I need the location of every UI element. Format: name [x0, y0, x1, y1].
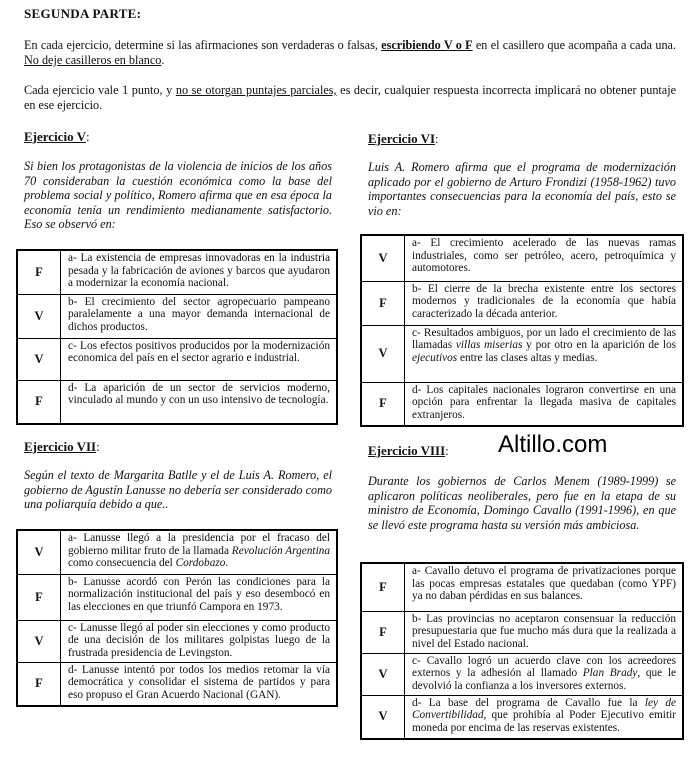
instr-text: . — [161, 53, 165, 67]
table-row — [17, 250, 337, 294]
answer-cell[interactable]: V — [17, 620, 61, 662]
instr-emphasis: escribiendo V o F — [381, 38, 473, 52]
statement-cell: c- Resultados ambiguos, por un lado el crecimiento de las llamadas villas miserias y por otro en la aparición de los ejecutivos entre las clases altas y medias. — [405, 325, 684, 382]
answer-cell[interactable]: V — [17, 294, 61, 338]
instr-underline: no se otorgan puntajes parciales, — [175, 83, 337, 97]
answer-cell[interactable]: V — [17, 338, 61, 380]
statement-cell: c- Los efectos positivos producidos por la modernización economica del país en el sector agrario e industrial. — [61, 338, 338, 380]
answer-cell[interactable]: F — [361, 382, 405, 426]
answer-cell[interactable]: V — [361, 235, 405, 281]
statement-cell: d- La aparición de un sector de servicios moderno, vinculado al mundo y con un uso intensivo de tecnología. — [61, 380, 338, 424]
statement-cell: b- Las provincias no aceptaron consensuar la reducción presupuestaria que fue mucho más dura que la realizada a nivel del Estado nacional. — [405, 611, 684, 653]
table-row — [17, 530, 337, 574]
exercise-7-title: Ejercicio VII: — [24, 439, 100, 454]
answer-cell[interactable]: F — [361, 611, 405, 653]
answer-cell[interactable]: F — [17, 662, 61, 706]
exercise-8-intro: Durante los gobiernos de Carlos Menem (1989-1999) se aplicaron políticas neoliberales, pero fue en la etapa de su ministro de Economía, Domingo Cavallo (1991-1996), en que se llevó este programa hasta su versión más ambiciosa. — [368, 474, 676, 532]
exercise-5-table — [16, 249, 338, 425]
table-row — [361, 235, 683, 281]
statement-cell: b- El cierre de la brecha existente entre los sectores modernos y tradicionales de la economía que había caracterizado la década anterior. — [405, 281, 684, 325]
table-row — [361, 281, 683, 325]
answer-cell[interactable]: V — [361, 695, 405, 739]
exercise-6-intro: Luis A. Romero afirma que el programa de modernización aplicado por el gobierno de Arturo Frondizi (1958-1962) tuvo importantes consecuencias para la economía del país, esto se vio en: — [368, 160, 676, 218]
instr-text: es decir, cualquier respuesta incorrecta implicará no obtener puntaje en ese ejercicio. — [24, 83, 676, 112]
answer-cell[interactable]: F — [17, 574, 61, 620]
table-row — [17, 338, 337, 380]
answer-cell[interactable]: V — [361, 653, 405, 695]
table-row — [361, 382, 683, 426]
table-row — [361, 563, 683, 611]
statement-cell: c- Cavallo logró un acuerdo clave con los acreedores externos y la adhesión al llamado Plan Brady, que le devolvió la confianza a los inversores externos. — [405, 653, 684, 695]
answer-cell[interactable]: V — [361, 325, 405, 382]
exercise-7-table — [16, 529, 338, 707]
instr-text: Cada ejercicio vale 1 punto, y — [24, 83, 176, 97]
statement-cell: a- El crecimiento acelerado de las nuevas ramas industriales, como ser petróleo, acero, petroquímica y automotores. — [405, 235, 684, 281]
table-row — [361, 611, 683, 653]
statement-cell: a- La existencia de empresas innovadoras en la industria pesada y la fabricación de aviones y barcos que ayudaron a modernizar la economía nacional. — [61, 250, 338, 294]
exercise-8-title: Ejercicio VIII: — [368, 443, 449, 458]
answer-cell[interactable]: F — [361, 281, 405, 325]
statement-cell: a- Lanusse llegó a la presidencia por el fracaso del gobierno militar fruto de la llamada Revolución Argentina como consecuencia del Cordobazo. — [61, 530, 338, 574]
exercise-7-intro: Según el texto de Margarita Batlle y el de Luis A. Romero, el gobierno de Agustín Lanusse no debería ser considerado como una poliarquía debido a que.. — [24, 468, 332, 511]
altillo-logo: Altillo.com — [498, 431, 608, 458]
table-row — [361, 653, 683, 695]
table-row — [17, 380, 337, 424]
table-row — [361, 325, 683, 382]
table-row — [17, 574, 337, 620]
answer-cell[interactable]: F — [361, 563, 405, 611]
statement-cell: b- El crecimiento del sector agropecuario pampeano paralelamente a una mayor demanda internacional de dichos productos. — [61, 294, 338, 338]
table-row — [361, 695, 683, 739]
page-heading: SEGUNDA PARTE: — [24, 6, 142, 21]
answer-cell[interactable]: F — [17, 250, 61, 294]
exercise-6-title: Ejercicio VI: — [368, 131, 439, 146]
table-row — [17, 294, 337, 338]
exercise-5-intro: Si bien los protagonistas de la violencia de inicios de los años 70 consideraban la cuestión económica como la base del problema social y político, Romero afirma que en esa época la economía tenía un rendimiento medianamente satisfactorio. Eso se observó en: — [24, 159, 332, 231]
instr-text: en el casillero que acompaña a cada una. — [472, 38, 676, 52]
instr-underline: No deje casilleros en blanco — [24, 53, 162, 67]
statement-cell: d- Lanusse intentó por todos los medios retomar la vía democrática y consolidar el sistema de partidos y para eso propuso el Gran Acuerdo Nacional (GAN). — [61, 662, 338, 706]
exercise-8-table — [360, 562, 684, 740]
statement-cell: a- Cavallo detuvo el programa de privatizaciones porque las pocas empresas estatales que quedaban (como YPF) ya no daban pérdidas en sus balances. — [405, 563, 684, 611]
instructions-paragraph-2 — [24, 83, 676, 113]
statement-cell: d- La base del programa de Cavallo fue la ley de Convertibilidad, que prohibía al Poder Ejecutivo emitir moneda por encima de las reservas existentes. — [405, 695, 684, 739]
instr-text: En cada ejercicio, determine si las afirmaciones son verdaderas o falsas, — [24, 38, 382, 52]
answer-cell[interactable]: F — [17, 380, 61, 424]
statement-cell: d- Los capitales nacionales lograron convertirse en una opción para enfrentar la llegada masiva de capitales extranjeros. — [405, 382, 684, 426]
statement-cell: c- Lanusse llegó al poder sin elecciones y como producto de una decisión de los militares golpistas luego de la frustrada presidencia de Levingston. — [61, 620, 338, 662]
statement-cell: b- Lanusse acordó con Perón las condiciones para la normalización institucional del país y eso desembocó en las elecciones en que triunfó Campora en 1973. — [61, 574, 338, 620]
table-row — [17, 620, 337, 662]
exercise-5-title: Ejercicio V: — [24, 129, 90, 144]
answer-cell[interactable]: V — [17, 530, 61, 574]
exercise-6-table — [360, 234, 684, 427]
table-row — [17, 662, 337, 706]
instructions-paragraph-1 — [24, 38, 676, 68]
